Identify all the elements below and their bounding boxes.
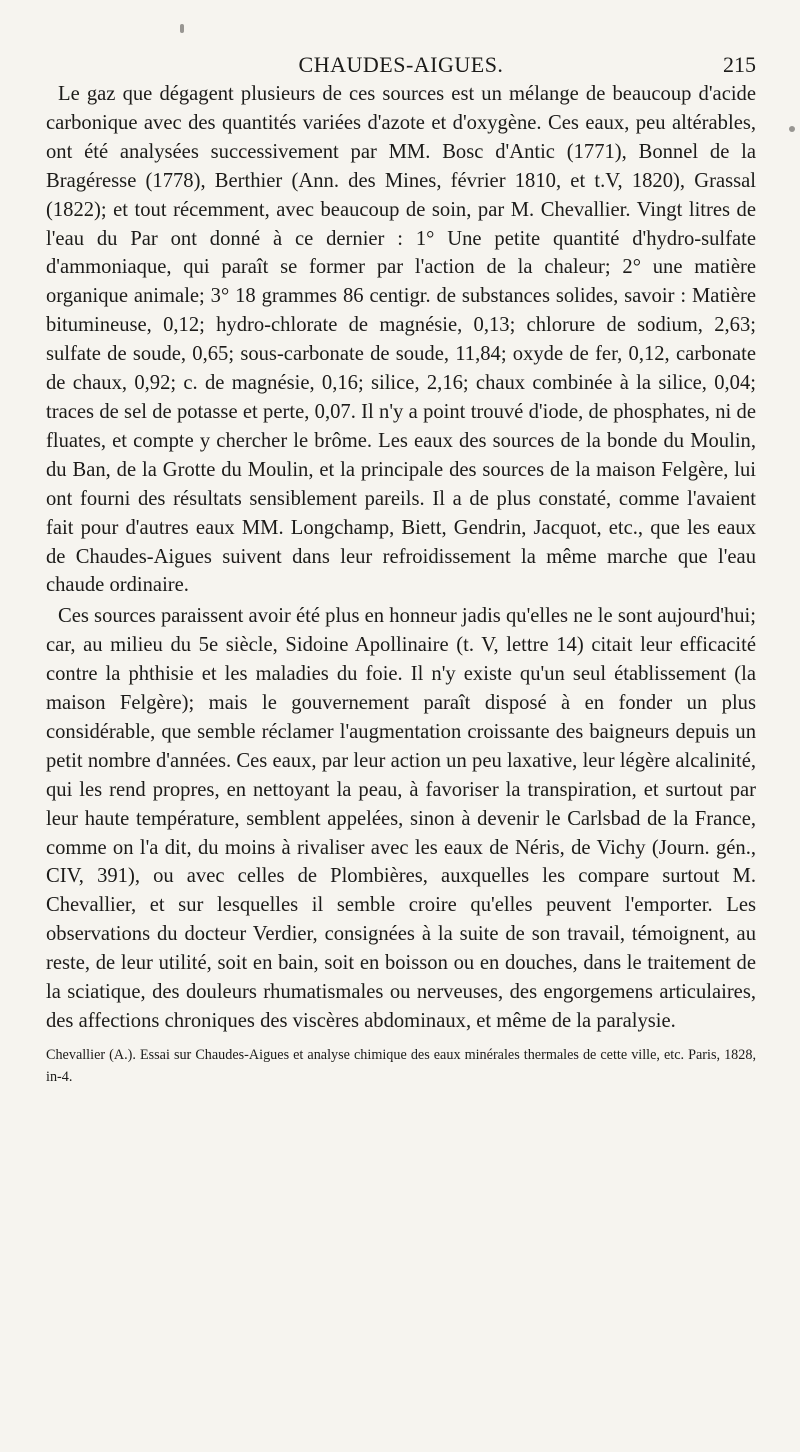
- scan-speck-mark: [180, 24, 184, 33]
- footnote: Chevallier (A.). Essai sur Chaudes-Aigues et analyse chimique des eaux minérales thermales de cette ville, etc. Paris, 1828, in-4.: [46, 1046, 756, 1085]
- paragraph-analysis: Le gaz que dégagent plusieurs de ces sources est un mélange de beaucoup d'acide carbonique avec des quantités variées d'azote et d'oxygène. Ces eaux, peu altérables, ont été analysées successivement par MM. Bosc d'Antic (1771), Bonnel de la Bragéresse (1778), Berthier (Ann. des Mines, février 1810, et t.V, 1820), Grassal (1822); et tout récemment, avec beaucoup de soin, par M. Chevallier. Vingt litres de l'eau du Par ont donné à ce dernier : 1° Une petite quantité d'hydro-sulfate d'ammoniaque, qui paraît se former par l'action de la chaleur; 2° une matière organique animale; 3° 18 grammes 86 centigr. de substances solides, savoir : Matière bitumineuse, 0,12; hydro-chlorate de magnésie, 0,13; chlorure de sodium, 2,63; sulfate de soude, 0,65; sous-carbonate de soude, 11,84; oxyde de fer, 0,12, carbonate de chaux, 0,92; c. de magnésie, 0,16; silice, 2,16; chaux combinée à la silice, 0,04; traces de sel de potasse et perte, 0,07. Il n'y a point trouvé d'iode, de phosphates, ni de fluates, et compte y chercher le brôme. Les eaux des sources de la bonde du Moulin, du Ban, de la Grotte du Moulin, et la principale des sources de la maison Felgère, lui ont fourni des résultats sensiblement pareils. Il a de plus constaté, comme l'avaient fait pour d'autres eaux MM. Longchamp, Biett, Gendrin, Jacquot, etc., que les eaux de Chaudes-Aigues suivent dans leur refroidissement la même marche que l'eau chaude ordinaire.: [46, 83, 756, 597]
- page-number: 215: [723, 52, 756, 77]
- running-head: [46, 40, 756, 80]
- paragraph-history: Ces sources paraissent avoir été plus en honneur jadis qu'elles ne le sont aujourd'hui; car, au milieu du 5e siècle, Sidoine Apollinaire (t. V, lettre 14) citait leur efficacité contre la phthisie et les maladies du foie. Il n'y existe qu'un seul établissement (la maison Felgère); mais le gouvernement paraît disposé à en fonder un plus considérable, que semble réclamer l'augmentation croissante des baigneurs depuis un petit nombre d'années. Ces eaux, par leur action un peu laxative, leur légère alcalinité, qui les rend propres, en nettoyant la peau, à favoriser la transpiration, et surtout par leur haute température, semblent appelées, sinon à devenir le Carlsbad de la France, comme on l'a dit, du moins à rivaliser avec les eaux de Néris, de Vichy (Journ. gén., CIV, 391), ou avec celles de Plombières, auxquelles les compare surtout M. Chevallier, et sur lesquelles il semble croire qu'elles peuvent l'emporter. Les observations du docteur Verdier, consignées à la suite de son travail, témoignent, au reste, de leur utilité, soit en bain, soit en boisson ou en douches, dans le traitement de la sciatique, des douleurs rhumatismales ou nerveuses, des engorgemens articulaires, des affections chroniques des viscères abdominaux, et même de la paralysie.: [46, 605, 756, 1032]
- running-title: CHAUDES-AIGUES.: [298, 52, 504, 77]
- body-text: [46, 80, 756, 1036]
- scan-speck-mark: [789, 126, 795, 132]
